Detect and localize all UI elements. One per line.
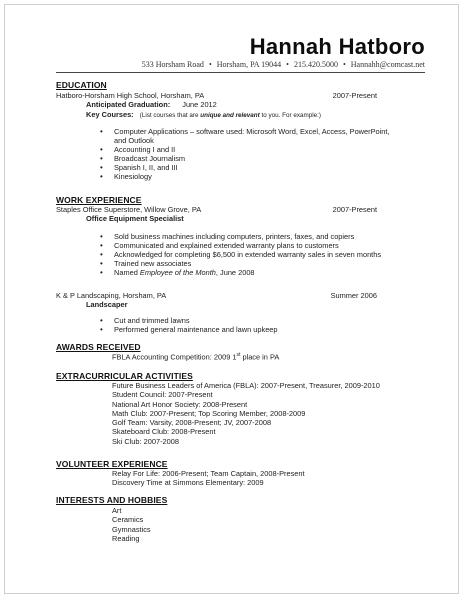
awards-heading: AWARDS RECEIVED [56,342,141,352]
list-item: • Kinesiology [100,172,390,181]
list-item: • Sold business machines including computers, printers, faxes, and copiers [100,232,381,241]
list-item: Discovery Time at Simmons Elementary: 2009 [112,478,264,488]
education-heading: EDUCATION [56,80,107,90]
job-bullets [100,316,278,334]
list-item: Relay For Life: 2006-Present; Team Captain, 2008-Present [112,469,305,478]
job-bullets [100,232,381,277]
list-item: • Accounting I and II [100,145,390,154]
job-dates: Summer 2006 [330,291,377,300]
separator: • [342,60,346,69]
list-item: Skateboard Club: 2008-Present [112,427,216,437]
separator: • [286,60,289,69]
interests-list [112,506,151,543]
list-item: • Trained new associates [100,259,381,268]
activities-heading: EXTRACURRICULAR ACTIVITIES [56,371,193,381]
list-item: National Art Honor Society: 2008-Present [112,399,248,409]
volunteer-list [112,469,305,488]
courses-list [100,127,390,182]
list-item: Reading [112,533,140,543]
address: 533 Horsham Road [141,60,204,69]
job-dates: 2007-Present [332,205,377,214]
list-item: • Cut and trimmed lawns [100,316,278,325]
list-item: Gymnastics [112,524,151,534]
list-item: Ski Club: 2007-2008 [112,436,179,446]
list-item: • Computer Applications – software used: Microsoft Word, Excel, Access, PowerPoint, [100,127,390,136]
graduation-line [86,100,217,109]
school-dates: 2007-Present [332,91,377,100]
header-rule [56,72,425,73]
email: Hannahh@comcast.net [350,60,425,69]
interests-heading: INTERESTS AND HOBBIES [56,495,168,505]
school-name: Hatboro-Horsham High School, Horsham, PA [56,91,205,100]
phone: 215.420.5000 [293,60,338,69]
list-item: Art [112,506,122,515]
courses-label: Key Courses: [86,110,134,119]
courses-line [86,110,321,119]
resume-name: Hannah Hatboro [249,34,425,59]
graduation-label: Anticipated Graduation: [86,100,171,109]
list-item: • Spanish I, II, and III [100,163,390,172]
list-item: Student Council: 2007-Present [112,390,213,400]
list-item: • Named Employee of the Month, June 2008 [100,268,381,277]
list-item: Golf Team: Varsity, 2008-Present; JV, 2007-2008 [112,418,272,428]
list-item: • Acknowledged for completing $6,500 in extended warranty sales in seven months [100,250,381,259]
list-item: Future Business Leaders of America (FBLA): 2007-Present, Treasurer, 2009-2010 [112,381,380,390]
list-item: • Communicated and explained extended warranty plans to customers [100,241,381,250]
contact-line [142,60,425,69]
city: Horsham, PA 19044 [216,60,282,69]
graduation-value: June 2012 [182,100,217,109]
courses-note: (List courses that are unique and relevant to you. For example:) [139,112,321,119]
award-item: FBLA Accounting Competition: 2009 1st place in PA [112,352,280,362]
employer-name: K & P Landscaping, Horsham, PA [56,291,167,300]
work-heading: WORK EXPERIENCE [56,195,142,205]
job-title: Landscaper [86,300,128,309]
job-title: Office Equipment Specialist [86,214,184,223]
employer-name: Staples Office Superstore, Willow Grove, PA [56,205,202,214]
list-item: Ceramics [112,515,144,525]
volunteer-heading: VOLUNTEER EXPERIENCE [56,459,168,469]
list-item: • Performed general maintenance and lawn upkeep [100,325,278,334]
separator: • [208,60,212,69]
activities-list [112,381,380,446]
list-item: and Outlook [114,136,154,146]
list-item: • Broadcast Journalism [100,154,390,163]
list-item: Math Club: 2007-Present; Top Scoring Member, 2008-2009 [112,408,306,418]
